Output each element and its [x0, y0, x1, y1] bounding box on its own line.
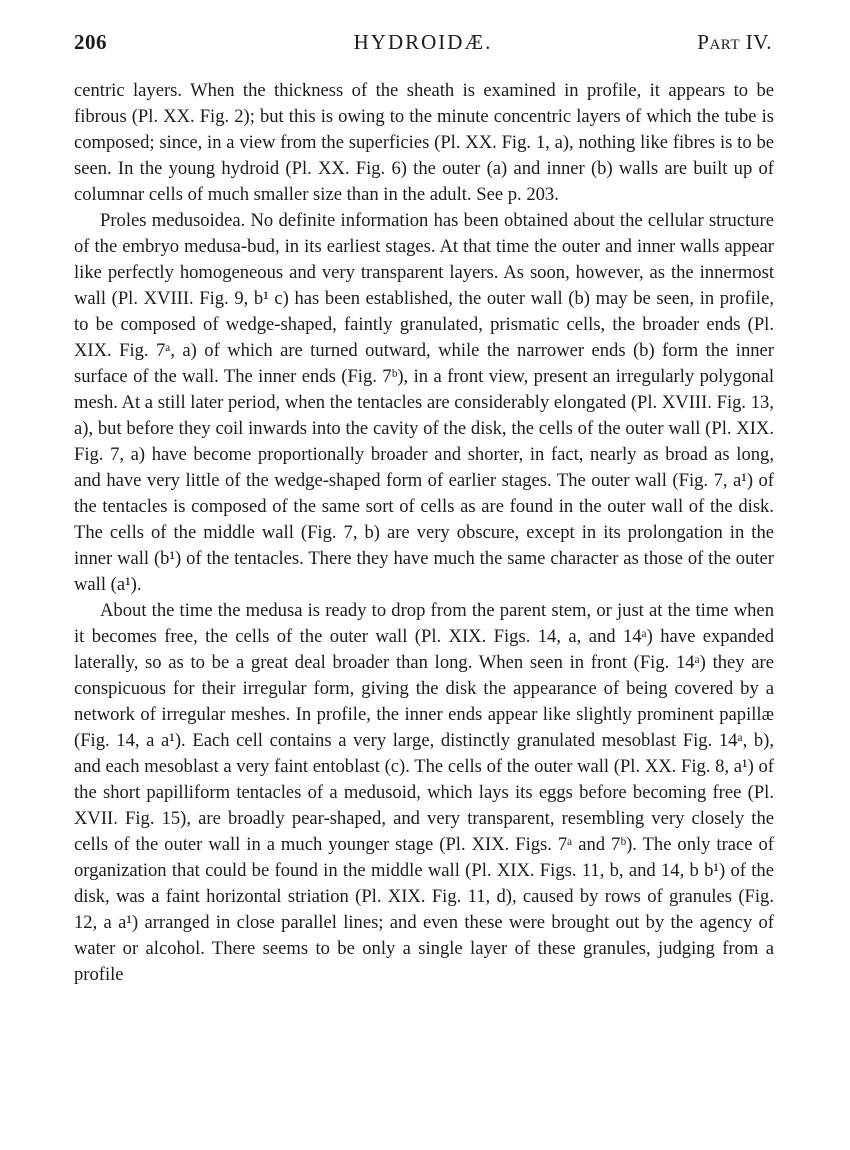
paragraph: centric layers. When the thickness of the sheath is examined in profile, it appears to be fibrous (Pl. XX. Fig. 2); but this is owing to the minute concentric layers of which the tube is composed; since, in a view from the superficies (Pl. XX. Fig. 1, a), nothing like fibres is to be seen. In the young hydroid (Pl. XX. Fig. 6) the outer (a) and inner (b) walls are built up of columnar cells of much smaller size than in the adult. See p. 203.	[74, 80, 774, 205]
running-title: HYDROIDÆ.	[353, 30, 493, 54]
body-text	[74, 78, 774, 988]
part-label: Part IV.	[697, 30, 772, 54]
paragraph: Proles medusoidea. No definite information has been obtained about the cellular structure of the embryo medusa-bud, in its earliest stages. At that time the outer and inner walls appear like perfectly homogeneous and very transparent layers. As soon, however, as the innermost wall (Pl. XVIII. Fig. 9, b¹ c) has been established, the outer wall (b) may be seen, in profile, to be composed of wedge-shaped, faintly granulated, prismatic cells, the broader ends (Pl. XIX. Fig. 7ᵃ, a) of which are turned outward, while the narrower ends (b) form the inner surface of the wall. The inner ends (Fig. 7ᵇ), in a front view, present an irregularly polygonal mesh. At a still later period, when the tentacles are considerably elongated (Pl. XVIII. Fig. 13, a), but before they coil inwards into the cavity of the disk, the cells of the outer wall (Pl. XIX. Fig. 7, a) have become proportionally broader and shorter, in fact, nearly as broad as long, and have very little of the wedge-shaped form of earlier stages. The outer wall (Fig. 7, a¹) of the tentacles is composed of the same sort of cells as are found in the outer wall of the disk. The cells of the middle wall (Fig. 7, b) are very obscure, except in its prolongation in the inner wall (b¹) of the tentacles. There they have much the same character as those of the outer wall (a¹).	[74, 210, 774, 595]
page-header	[74, 30, 772, 56]
paragraph: About the time the medusa is ready to drop from the parent stem, or just at the time when it becomes free, the cells of the outer wall (Pl. XIX. Figs. 14, a, and 14ᵃ) have expanded laterally, so as to be a great deal broader than long. When seen in front (Fig. 14ᵃ) they are conspicuous for their irregular form, giving the disk the appearance of being covered by a network of irregular meshes. In profile, the inner ends appear like slightly prominent papillæ (Fig. 14, a a¹). Each cell contains a very large, distinctly granulated mesoblast Fig. 14ᵃ, b), and each mesoblast a very faint entoblast (c). The cells of the outer wall (Pl. XX. Fig. 8, a¹) of the short papilliform tentacles of a medusoid, which lays its eggs before becoming free (Pl. XVII. Fig. 15), are broadly pear-shaped, and very transparent, resembling very closely the cells of the outer wall in a much younger stage (Pl. XIX. Figs. 7ᵃ and 7ᵇ). The only trace of organization that could be found in the middle wall (Pl. XIX. Figs. 11, b, and 14, b b¹) of the disk, was a faint horizontal striation (Pl. XIX. Fig. 11, d), caused by rows of granules (Fig. 12, a a¹) arranged in close parallel lines; and even these were brought out by the agency of water or alcohol. There seems to be only a single layer of these granules, judging from a profile	[74, 600, 774, 985]
page-number: 206	[74, 30, 107, 54]
